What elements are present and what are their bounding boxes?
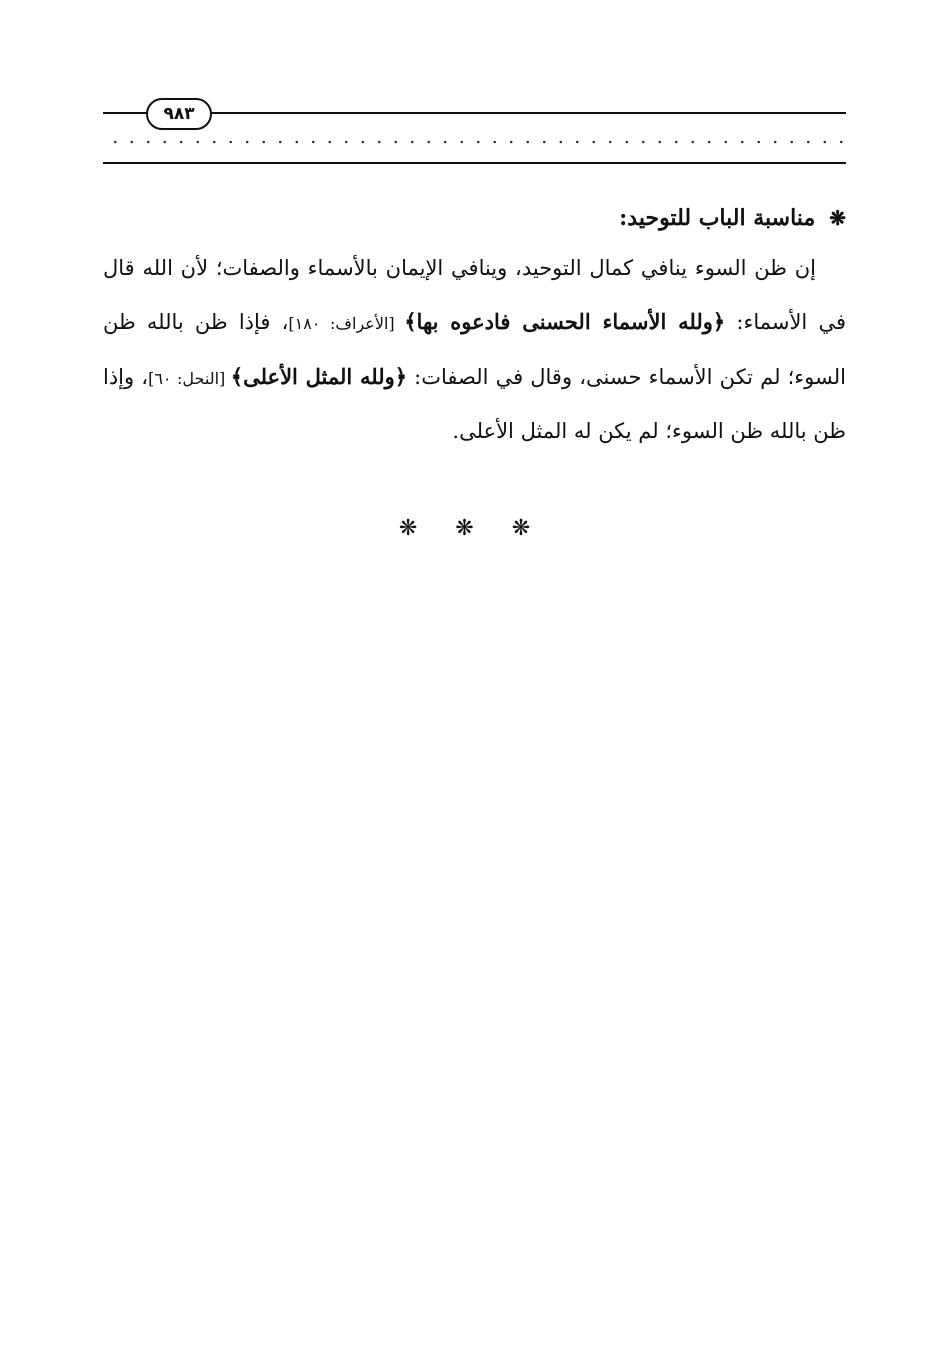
quran-verse-2: ﴿ولله المثل الأعلى﴾: [230, 364, 408, 389]
page-header: [103, 96, 846, 168]
quran-verse-1: ﴿ولله الأسماء الحسنى فادعوه بها﴾: [404, 309, 726, 334]
separator-star-icon: ❋: [398, 516, 418, 541]
header-bottom-rule: [103, 162, 846, 164]
separator-star-icon: ❋: [511, 516, 531, 541]
verse-reference-1: [الأعراف: ١٨٠]: [288, 314, 405, 333]
page-content: [103, 196, 846, 458]
section-separator: [0, 516, 929, 541]
section-heading: [103, 196, 846, 240]
header-top-rule: [103, 112, 846, 114]
paragraph-text-1: إن ظن السوء ينافي كمال التوحيد، وينافي الإيمان بالأسماء والصفات؛ لأن الله قال في الأسماء:: [103, 256, 846, 334]
section-title: مناسبة الباب للتوحيد:: [619, 205, 816, 231]
page-number-badge: [146, 98, 212, 130]
separator-star-icon: ❋: [455, 516, 474, 541]
paragraph-text-3: ، وإذا ظن بالله ظن السوء؛ لم يكن له المثل الأعلى.: [103, 365, 846, 443]
page-number: ٩٨٣: [163, 104, 195, 124]
asterism-icon: ❋: [829, 206, 846, 230]
paragraph-text-2: ، فإذا ظن بالله ظن السوء؛ لم تكن الأسماء حسنى، وقال في الصفات:: [103, 310, 846, 389]
verse-reference-2: [النحل: ٦٠]: [148, 369, 231, 388]
body-paragraph: [103, 242, 846, 458]
header-dotted-rule: [103, 140, 846, 144]
